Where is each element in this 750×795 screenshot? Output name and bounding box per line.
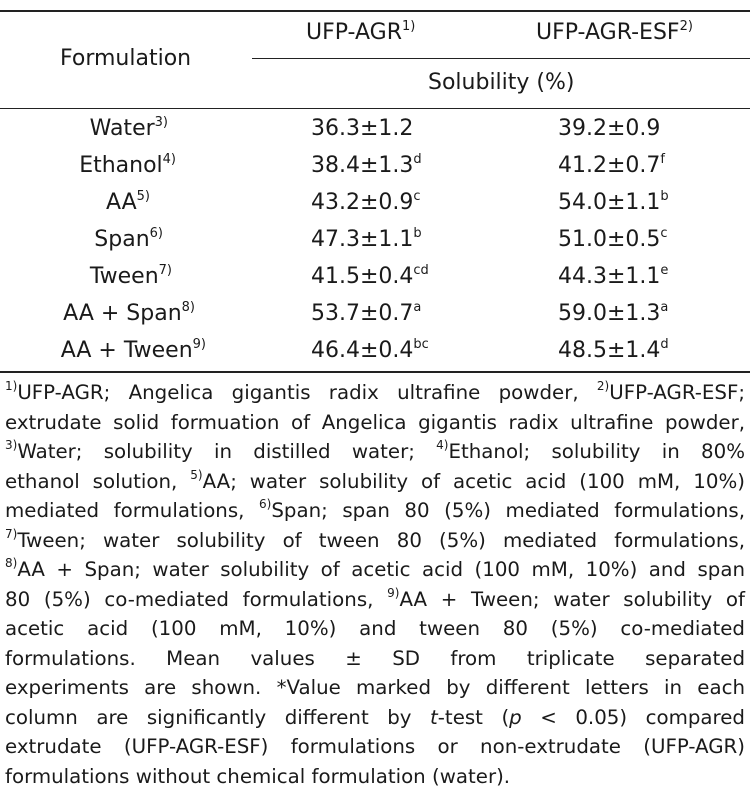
footnote-text: column are significantly different by — [5, 705, 431, 729]
footnote-marker: 4) — [162, 151, 176, 167]
footnote-marker: 9) — [192, 336, 206, 352]
row-label: Tween$^{7)}$ — [89, 262, 172, 289]
footnote-line — [5, 585, 745, 615]
italic-symbol: t — [430, 705, 438, 729]
significance-letter: b — [413, 225, 422, 241]
table-footnote — [5, 378, 745, 791]
footnote-text: AA; water solubility of acetic acid (100 mM, 10%) — [202, 469, 745, 493]
footnote-marker: 7) — [158, 262, 172, 278]
ufp-agr-value: 46.4±0.4$^{bc}$ — [311, 336, 429, 363]
ufp-agr-value: 38.4±1.3$^d$ — [311, 151, 422, 178]
footnote-line — [5, 437, 745, 467]
significance-letter: d — [660, 336, 669, 352]
ufp-agr-esf-value: 54.0±1.1$^b$ — [558, 188, 669, 215]
footnote-text: AA + Span; water solubility of acetic acid (100 mM, 10%) and span — [17, 558, 745, 581]
footnote-text: Span; span 80 (5%) mediated formulations, — [271, 499, 745, 522]
footnote-line — [5, 703, 745, 733]
footnote-text: formulations. Mean values ± SD from triplicate separated — [5, 646, 745, 670]
table-row — [0, 227, 750, 264]
table-row — [0, 190, 750, 227]
ufp-agr-value: 36.3±1.2 — [311, 116, 414, 141]
footnote-line — [5, 644, 745, 674]
footnote-marker: 4) — [436, 438, 449, 453]
footnote-marker: 2) — [679, 18, 693, 34]
row-label: AA$^{5)}$ — [105, 188, 150, 215]
footnote-marker: 5) — [190, 467, 203, 482]
table-top-rule — [0, 10, 750, 12]
footnote-marker: 1) — [402, 18, 416, 34]
footnote-marker: 6) — [149, 225, 163, 241]
footnote-marker: 3) — [154, 114, 168, 130]
table-row — [0, 116, 750, 153]
ufp-agr-value: 41.5±0.4$^{cd}$ — [311, 262, 429, 289]
significance-letter: a — [413, 299, 422, 315]
ufp-agr-value: 47.3±1.1$^b$ — [311, 225, 422, 252]
ufp-agr-esf-value: 39.2±0.9 — [558, 116, 661, 141]
footnote-marker: 6) — [259, 497, 272, 512]
row-label: AA + Span$^{8)}$ — [63, 299, 195, 326]
footnote-text: 80 (5%) co-mediated formulations, — [5, 587, 388, 611]
row-label: AA + Tween$^{9)}$ — [60, 336, 206, 363]
row-label: Water$^{3)}$ — [89, 114, 168, 141]
italic-symbol: p — [509, 705, 522, 729]
footnote-line — [5, 673, 745, 703]
ufp-agr-esf-column-header: UFP-AGR-ESF$^{2)}$ — [536, 18, 693, 45]
footnote-text: Tween; water solubility of tween 80 (5%) mediated formulations, — [17, 528, 745, 552]
footnote-marker: 9) — [387, 585, 400, 600]
footnote-marker: 3) — [5, 438, 18, 453]
footnote-text: ethanol solution, — [5, 469, 191, 493]
footnote-marker: 8) — [181, 299, 195, 315]
footnote-text: extrudate (UFP-AGR-ESF) formulations or non-extrudate (UFP-AGR) — [5, 735, 745, 758]
row-label: Span$^{6)}$ — [94, 225, 163, 252]
table-row — [0, 264, 750, 301]
footnote-text: -test ( — [437, 705, 510, 729]
footnote-text: experiments are shown. *Value marked by different letters in each — [5, 676, 745, 699]
row-label: Ethanol$^{4)}$ — [79, 151, 176, 178]
footnote-text: Ethanol; solubility in 80% — [448, 440, 745, 463]
footnote-marker: 5) — [136, 188, 150, 204]
header-span-rule — [252, 58, 750, 59]
footnote-line — [5, 555, 745, 585]
footnote-text: UFP-AGR-ESF; — [609, 381, 745, 404]
header-bottom-rule — [0, 108, 750, 109]
solubility-subheader: Solubility (%) — [428, 70, 575, 95]
footnote-text: Water; solubility in distilled water; — [17, 440, 437, 463]
significance-letter: e — [660, 262, 669, 278]
footnote-line — [5, 762, 745, 792]
ufp-agr-esf-value: 59.0±1.3$^a$ — [558, 299, 669, 326]
footnote-marker: 2) — [596, 379, 610, 394]
table-row — [0, 153, 750, 190]
footnote-text: extrudate solid formuation of Angelica gigantis radix ultrafine powder, — [5, 410, 745, 434]
significance-letter: b — [660, 188, 669, 204]
footnote-marker: 7) — [5, 526, 18, 541]
footnote-line — [5, 408, 745, 438]
significance-letter: c — [660, 225, 668, 241]
significance-letter: bc — [413, 336, 429, 352]
formulation-column-header: Formulation — [60, 46, 192, 71]
ufp-agr-esf-value: 44.3±1.1$^e$ — [558, 262, 669, 289]
footnote-text: acetic acid (100 mM, 10%) and tween 80 (5%) co-mediated — [5, 617, 745, 640]
footnote-text: AA + Tween; water solubility of — [399, 587, 745, 611]
significance-letter: d — [413, 151, 422, 167]
ufp-agr-value: 43.2±0.9$^c$ — [311, 188, 421, 215]
footnote-line — [5, 496, 745, 526]
footnote-line — [5, 732, 745, 762]
footnote-text: < 0.05) compared — [521, 705, 745, 729]
footnote-line — [5, 526, 745, 556]
ufp-agr-column-header: UFP-AGR$^{1)}$ — [306, 18, 416, 45]
footnote-line — [5, 614, 745, 644]
table-row — [0, 301, 750, 338]
ufp-agr-esf-value: 51.0±0.5$^c$ — [558, 225, 668, 252]
significance-letter: c — [413, 188, 421, 204]
significance-letter: f — [660, 151, 665, 167]
table-bottom-rule — [0, 371, 750, 373]
footnote-line — [5, 467, 745, 497]
significance-letter: cd — [413, 262, 429, 278]
ufp-agr-esf-value: 41.2±0.7$^f$ — [558, 151, 665, 178]
footnote-marker: 8) — [5, 556, 18, 571]
footnote-marker: 1) — [5, 379, 18, 394]
footnote-text: formulations without chemical formulation (water). — [5, 764, 511, 788]
table-row — [0, 338, 750, 375]
ufp-agr-value: 53.7±0.7$^a$ — [311, 299, 422, 326]
footnote-line — [5, 378, 745, 408]
significance-letter: a — [660, 299, 669, 315]
footnote-text: UFP-AGR; Angelica gigantis radix ultrafine powder, — [17, 381, 597, 404]
footnote-text: mediated formulations, — [5, 499, 259, 522]
ufp-agr-esf-value: 48.5±1.4$^d$ — [558, 336, 669, 363]
